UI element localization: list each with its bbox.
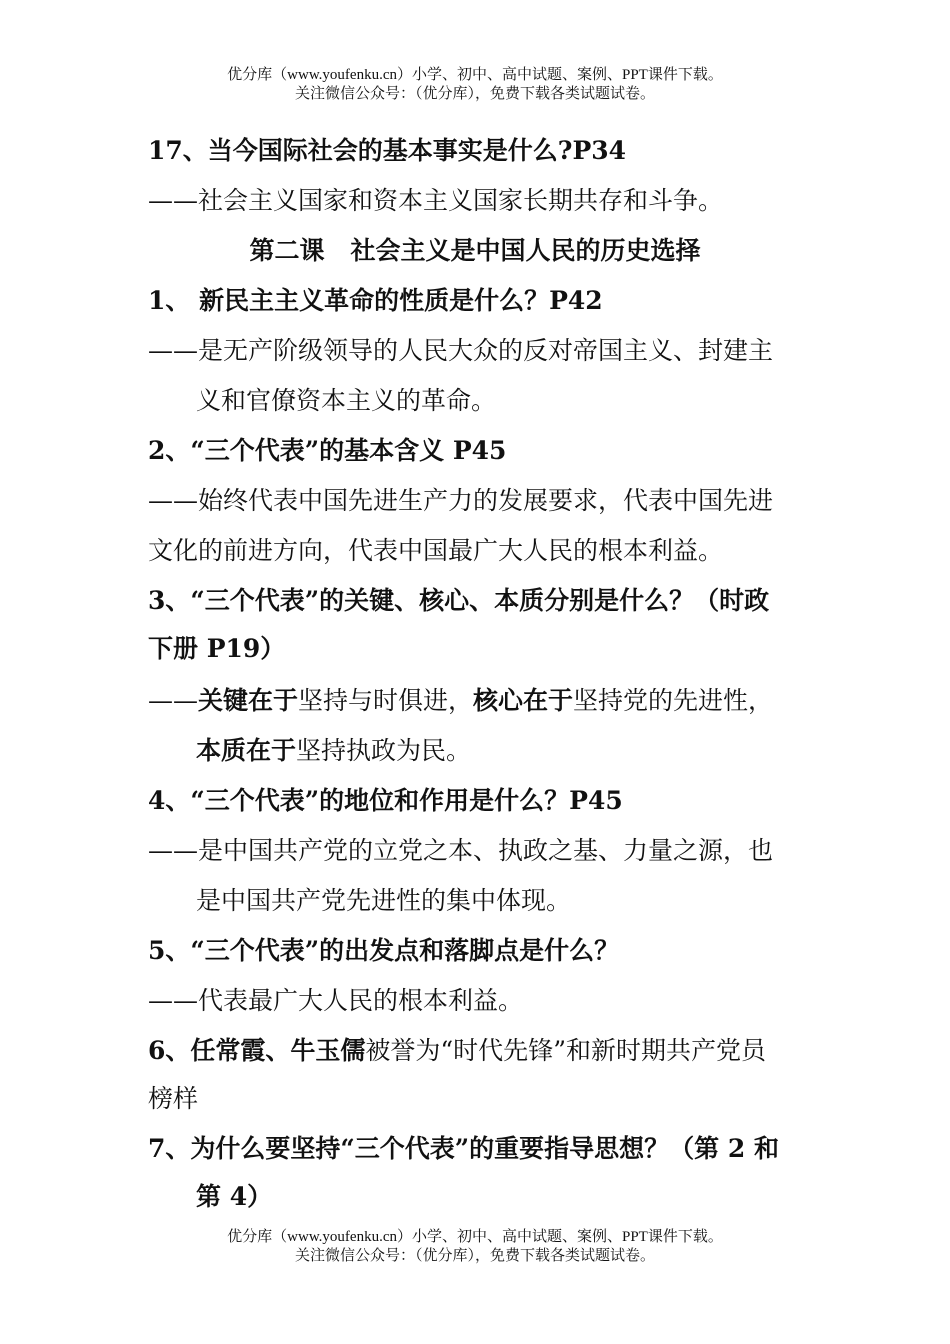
answer-3-dash: —— (148, 686, 198, 715)
item-6-names: 6、任常霞、牛玉儒 (148, 1036, 366, 1065)
answer-4-line-2: 是中国共产党先进性的集中体现。 (196, 886, 572, 915)
question-5: 5、“三个代表”的出发点和落脚点是什么？ (148, 936, 620, 965)
answer-3-key-2: 核心在于 (473, 686, 574, 715)
question-7-line-2: 第 4） (196, 1182, 273, 1211)
answer-3-key-3: 本质在于 (196, 736, 297, 765)
question-1: 1、 新民主主义革命的性质是什么？P42 (148, 286, 603, 315)
answer-3-line-1 (148, 684, 773, 718)
footer-line-1: 优分库（www.youfenku.cn）小学、初中、高中试题、案例、PPT课件下载。 (227, 1229, 723, 1245)
answer-1-line-2: 义和官僚资本主义的革命。 (196, 386, 497, 415)
lesson-title: 第二课 社会主义是中国人民的历史选择 (249, 236, 701, 265)
answer-17: ——社会主义国家和资本主义国家长期共存和斗争。 (148, 186, 724, 215)
page-footer (0, 1228, 950, 1266)
question-3-line-2: 下册 P19） (148, 634, 286, 663)
item-6-line-2: 榜样 (148, 1084, 199, 1113)
answer-2-line-2: 文化的前进方向，代表中国最广大人民的根本利益。 (148, 536, 724, 565)
answer-4-line-1: ——是中国共产党的立党之本、执政之基、力量之源，也 (148, 836, 774, 865)
answer-3-line-2 (196, 734, 471, 768)
question-17: 17、当今国际社会的基本事实是什么?P34 (148, 136, 627, 165)
question-3-line-1: 3、“三个代表”的关键、核心、本质分别是什么？（时政 (148, 586, 770, 615)
page-header (0, 66, 950, 104)
header-line-1: 优分库（www.youfenku.cn）小学、初中、高中试题、案例、PPT课件下载。 (227, 67, 723, 83)
answer-3-text-1: 坚持与时俱进， (298, 686, 474, 715)
answer-5: ——代表最广大人民的根本利益。 (148, 986, 524, 1015)
question-7-line-1: 7、为什么要坚持“三个代表”的重要指导思想？（第 2 和 (148, 1134, 779, 1163)
item-6-line-1 (148, 1034, 766, 1068)
answer-2-line-1: ——始终代表中国先进生产力的发展要求，代表中国先进 (148, 486, 774, 515)
question-2: 2、“三个代表”的基本含义 P45 (148, 436, 507, 465)
answer-3-text-3: 坚持执政为民。 (296, 736, 472, 765)
header-line-2: 关注微信公众号：（优分库），免费下载各类试题试卷。 (294, 86, 655, 102)
footer-line-2: 关注微信公众号：（优分库），免费下载各类试题试卷。 (294, 1248, 655, 1264)
answer-3-text-2: 坚持党的先进性， (573, 686, 774, 715)
item-6-text: 被誉为“时代先锋”和新时期共产党员 (365, 1036, 766, 1065)
question-4: 4、“三个代表”的地位和作用是什么？P45 (148, 786, 623, 815)
answer-3-key-1: 关键在于 (198, 686, 299, 715)
answer-1-line-1: ——是无产阶级领导的人民大众的反对帝国主义、封建主 (148, 336, 774, 365)
